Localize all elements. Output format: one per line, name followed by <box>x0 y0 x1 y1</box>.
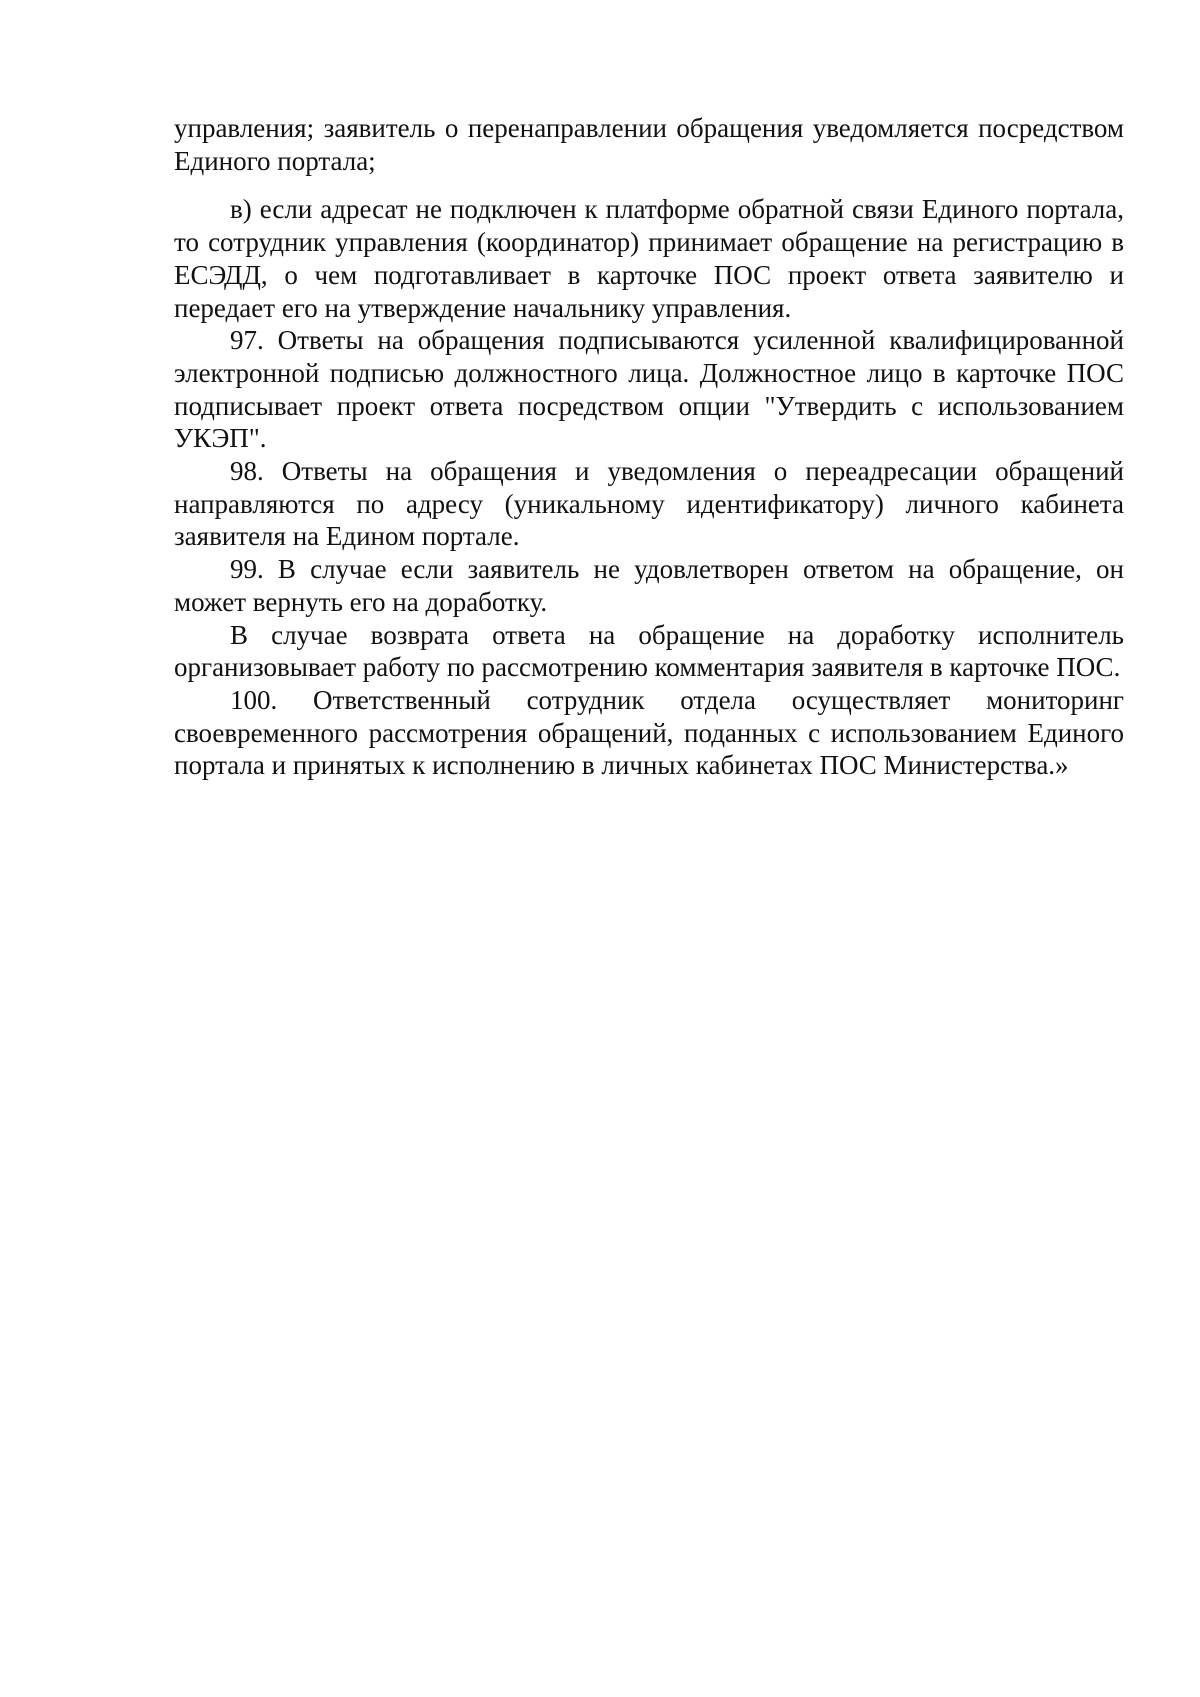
paragraph-99-return: В случае возврата ответа на обращение на доработку исполнитель организовывает работу по рассмотрению комментария заявителя в карточке ПОС. <box>174 619 1124 683</box>
document-page <box>174 112 1124 782</box>
paragraph-item-v: в) если адресат не подключен к платформе обратной связи Единого портала, то сотрудник управления (координатор) принимает обращение на регистрацию в ЕСЭДД, о чем подготавливает в карточке ПОС проект ответа заявителю и передает его на утверждение начальнику управления. <box>174 194 1124 323</box>
paragraph-98: 98. Ответы на обращения и уведомления о переадресации обращений направляются по адресу (уникальному идентификатору) личного кабинета заявителя на Едином портале. <box>174 456 1124 552</box>
paragraph-97: 97. Ответы на обращения подписываются усиленной квалифицированной электронной подписью должностного лица. Должностное лицо в карточке ПОС подписывает проект ответа посредством опции "Утвердить с использованием УКЭП". <box>174 325 1124 454</box>
paragraph-100: 100. Ответственный сотрудник отдела осуществляет мониторинг своевременного рассмотрения обращений, поданных с использованием Единого портала и принятых к исполнению в личных кабинетах ПОС Министерства.» <box>174 684 1124 781</box>
paragraph-99: 99. В случае если заявитель не удовлетворен ответом на обращение, он может вернуть его на доработку. <box>174 554 1124 617</box>
paragraph-continuation: управления; заявитель о перенаправлении обращения уведомляется посредством Единого портала; <box>174 113 1124 176</box>
